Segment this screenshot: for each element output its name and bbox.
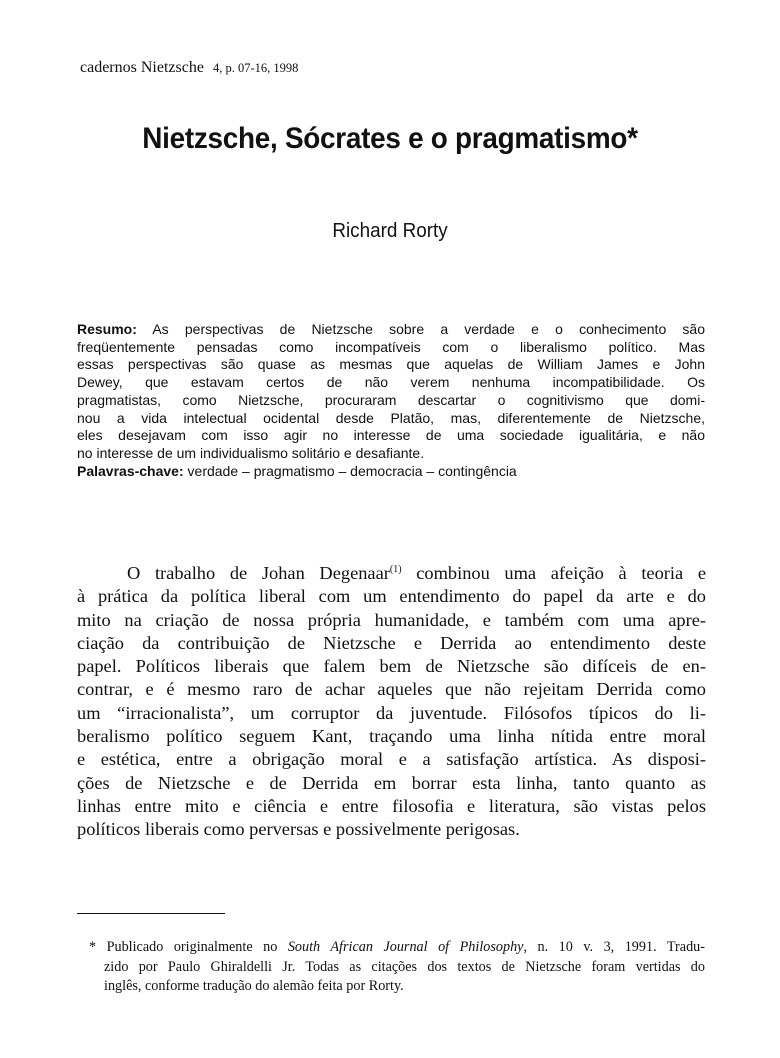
body-paragraph <box>77 562 706 842</box>
abstract-line: Dewey, que estavam certos de não verem nenhuma incompatibilidade. Os <box>77 374 705 391</box>
footnote-divider <box>77 913 225 914</box>
running-head <box>80 59 298 77</box>
abstract-line: nou a vida intelectual ocidental desde Platão, mas, diferentemente de Nietzsche, <box>77 409 705 426</box>
abstract-line: no interesse de um individualismo solitário e desafiante. <box>77 444 425 461</box>
footnote-line: zido por Paulo Ghiraldelli Jr. Todas as citações dos textos de Nietzsche foram vertidas do <box>104 958 705 975</box>
body-line: contrar, e é mesmo raro de achar aqueles que não rejeitam Derrida como <box>77 679 706 700</box>
abstract-line: pragmatistas, como Nietzsche, procuraram descartar o cognitivismo que domi- <box>77 391 705 408</box>
body-line: mito na criação de nossa própria humanidade, e também com uma apre- <box>77 609 706 630</box>
footnote-marker: * <box>89 939 97 955</box>
abstract-line: essas perspectivas são quase as mesmas que aquelas de William James e John <box>77 356 705 373</box>
article-title: Nietzsche, Sócrates e o pragmatismo* <box>142 122 638 155</box>
keywords-list: verdade – pragmatismo – democracia – contingência <box>187 462 517 479</box>
footnote-line: * Publicado originalmente no South African Journal of Philosophy, n. 10 v. 3, 1991. Tradu- <box>89 939 705 955</box>
body-line: O trabalho de Johan Degenaar$^{(1)}$ combinou uma afeição à teoria e <box>127 563 706 583</box>
footnote-ref: (1) <box>389 564 402 575</box>
footnote-line: inglês, conforme tradução do alemão feita por Rorty. <box>104 978 404 994</box>
body-line: beralismo político seguem Kant, traçando uma linha nítida entre moral <box>77 726 706 747</box>
article-author: Richard Rorty <box>332 219 448 242</box>
body-line: ções de Nietzsche e de Derrida em borrar esta linha, tanto quanto as <box>77 772 706 793</box>
abstract <box>77 321 705 480</box>
footnote <box>89 938 705 997</box>
abstract-line: freqüentemente pensadas como incompatíveis com o liberalismo político. Mas <box>77 338 705 355</box>
abstract-label: Resumo: <box>77 321 137 337</box>
body-line: linhas entre mito e ciência e entre filosofia e literatura, são vistas pelos <box>77 795 706 816</box>
body-line: e estética, entre a obrigação moral e a satisfação artística. As disposi- <box>77 749 706 770</box>
body-line: políticos liberais como perversas e possivelmente perigosas. <box>77 819 520 840</box>
body-line: ciação da contribuição de Nietzsche e Derrida ao entendimento deste <box>77 632 706 653</box>
abstract-line: Resumo: As perspectivas de Nietzsche sobre a verdade e o conhecimento são <box>77 321 706 337</box>
journal-reference: 4, p. 07-16, 1998 <box>212 61 299 75</box>
body-line: um “irracionalista”, um corruptor da juventude. Filósofos típicos do li- <box>77 702 706 723</box>
abstract-line: eles desejavam com isso agir no interesse de uma sociedade igualitária, e não <box>77 427 705 444</box>
source-title: South African Journal of Philosophy <box>287 939 524 955</box>
journal-name: cadernos Nietzsche <box>80 59 204 76</box>
keywords-label: Palavras-chave: <box>77 462 184 479</box>
keywords <box>77 463 705 481</box>
body-line: à prática da política liberal com um entendimento do papel da arte e do <box>77 586 706 607</box>
body-line: papel. Políticos liberais que falem bem de Nietzsche são difíceis de en- <box>77 656 706 677</box>
